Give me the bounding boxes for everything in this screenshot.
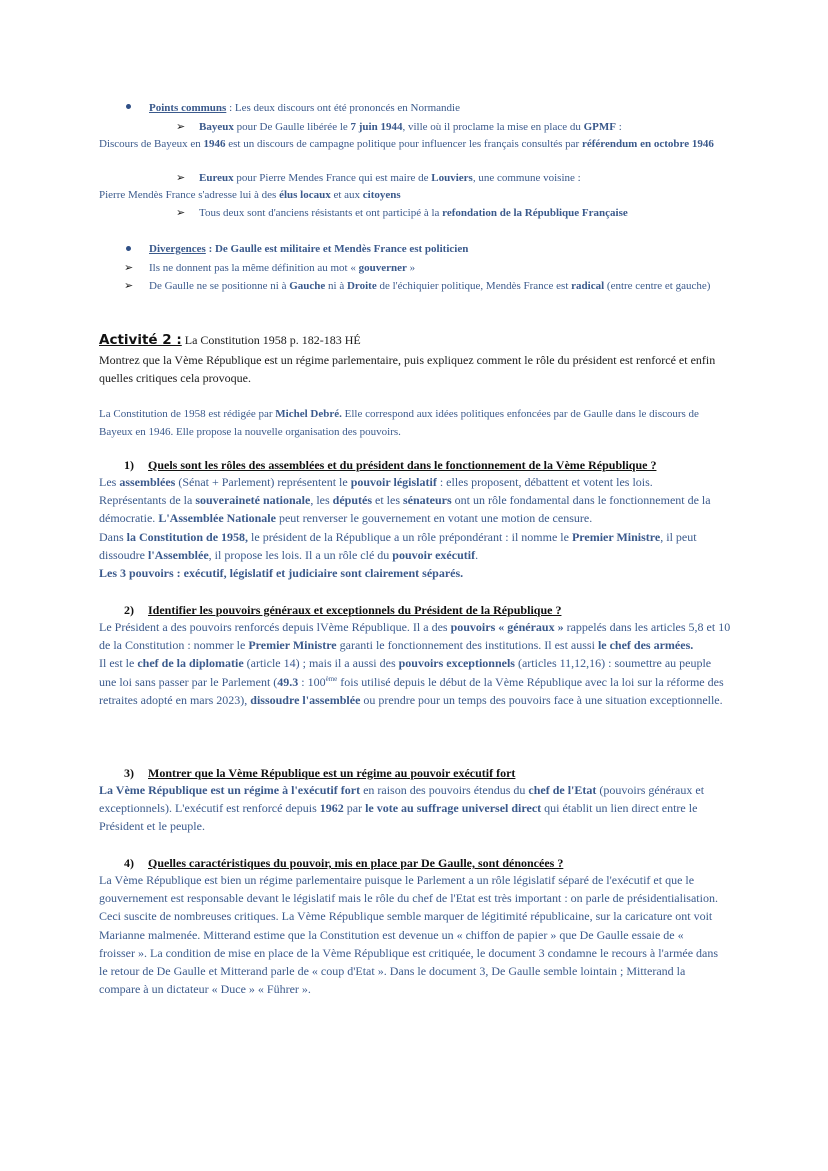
arrow-bullet-icon: ➢ bbox=[176, 172, 186, 184]
question-1-answer bbox=[99, 473, 731, 582]
divergence-item-position: De Gaulle ne se positionne ni à Gauche ni à Droite de l'échiquier politique, Mendès France est radical (entre centre et gauche) bbox=[149, 280, 711, 292]
arrow-bullet-icon: ➢ bbox=[124, 262, 134, 274]
arrow-bullet-icon: ➢ bbox=[176, 207, 186, 219]
question-3-answer: La Vème République est un régime à l'exécutif fort en raison des pouvoirs étendus du chef de l'Etat (pouvoirs généraux et exceptionnels). L'exécutif est renforcé depuis 1962 par le vote au suffrage universel direct qui établit un lien direct entre le Président et le peuple. bbox=[99, 783, 705, 834]
arrow-bullet-icon: ➢ bbox=[124, 280, 134, 292]
bayeux-line: Bayeux pour De Gaulle libérée le 7 juin 1944, ville où il proclame la mise en place du GPMF : bbox=[199, 121, 622, 133]
activity-title: La Constitution 1958 p. 182-183 HÉ bbox=[181, 333, 361, 347]
question-2-heading: 2) Identifier les pouvoirs généraux et exceptionnels du Président de la République ? bbox=[124, 603, 562, 617]
q1-paragraph-1: Les assemblées (Sénat + Parlement) représentent le pouvoir législatif : elles proposent, débattent et votent les lois. bbox=[99, 475, 653, 489]
q1-paragraph-3: Dans la Constitution de 1958, le président de la République a un rôle prépondérant : il nomme le Premier Ministre, il peut dissoudre l'Assemblée, il propose les lois. Il a un rôle clé du pouvoir exécutif. bbox=[99, 529, 697, 562]
question-4-answer: La Vème République est bien un régime parlementaire puisque le Parlement a un rôle législatif séparé de l'exécutif et que le gouvernement est responsable devant le législatif mais le rôle du chef de l'Etat est très important : on parle de présidentialisation. Ceci suscite de nombreuses critiques. La Vème République semble marquer de légitimité républicaine, sur la caricature ont voit Marianne malmenée. Mitterand estime que la Constitution est devenue un « chiffon de papier » que De Gaulle essaie de « froisser ». La condition de mise en place de la Vème République est critiquée, le document 3 condamne le recours à l'armée dans le retour de De Gaulle et Mitterand parle de « coup d'Etat ». Dans le document 3, De Gaulle semble lointain ; Mitterand la compare à un dictateur « Duce » « Führer ». bbox=[99, 873, 719, 997]
bullet-dot-icon bbox=[126, 104, 131, 109]
q1-paragraph-2: Représentants de la souveraineté nationale, les députés et les sénateurs ont un rôle fondamental dans le fonctionnement de la démocratie. L'Assemblée Nationale peut renverser le gouvernement en votant une motion de censure. bbox=[99, 493, 711, 526]
question-1-heading: 1) Quels sont les rôles des assemblées et du président dans le fonctionnement de la Vème République ? bbox=[124, 458, 657, 472]
common-points-line: Points communs : Les deux discours ont été prononcés en Normandie bbox=[149, 102, 460, 114]
q2-paragraph-1: Le Président a des pouvoirs renforcés depuis lVème République. Il a des pouvoirs « généraux » rappelés dans les articles 5,8 et 10 de la Constitution : nommer le Premier Ministre garanti le fonctionnement des institutions. Il est aussi le chef des armées. bbox=[99, 620, 731, 653]
eureux-line: Eureux pour Pierre Mendes France qui est maire de Louviers, une commune voisine : bbox=[199, 172, 581, 184]
activity-instructions: Montrez que la Vème République est un régime parlementaire, puis expliquez comment le rôle du président est renforcé et enfin quelles critiques cela provoque. bbox=[99, 353, 716, 386]
eureux-detail-line: Pierre Mendès France s'adresse lui à des élus locaux et aux citoyens bbox=[99, 189, 401, 201]
question-3-heading: 3) Montrer que la Vème République est un régime au pouvoir exécutif fort bbox=[124, 766, 516, 780]
activity-heading bbox=[99, 331, 361, 349]
activity-label: Activité 2 : bbox=[99, 332, 182, 348]
divergences-line: Divergences : De Gaulle est militaire et Mendès France est politicien bbox=[149, 243, 469, 255]
q1-paragraph-4: Les 3 pouvoirs : exécutif, législatif et judiciaire sont clairement séparés. bbox=[99, 566, 464, 581]
bullet-dot-icon bbox=[126, 246, 131, 251]
divergence-item-gouverner: Ils ne donnent pas la même définition au mot « gouverner » bbox=[149, 262, 416, 274]
q2-paragraph-2: Il est le chef de la diplomatie (article 14) ; mais il a aussi des pouvoirs exceptionnels (articles 11,12,16) : soumettre au peuple une loi sans passer par le Parlement (49.3 : 100ème fois utilisé depuis le début de la Vème République avec la loi sur la réforme des retraites adopté en mars 2023), dissoudre l'assemblée ou prendre pour un temps des pouvoirs face à une situation exceptionnelle. bbox=[99, 656, 724, 707]
divergences-label: Divergences bbox=[149, 243, 206, 255]
question-2-answer bbox=[99, 618, 731, 709]
common-points-label: Points communs bbox=[149, 102, 227, 114]
arrow-bullet-icon: ➢ bbox=[176, 121, 186, 133]
bayeux-detail-line: Discours de Bayeux en 1946 est un discours de campagne politique pour influencer les français consultés par référendum en octobre 1946 bbox=[99, 138, 714, 150]
resistance-line: Tous deux sont d'anciens résistants et ont participé à la refondation de la République Française bbox=[199, 207, 628, 219]
activity-intro: La Constitution de 1958 est rédigée par Michel Debré. Elle correspond aux idées politiques enfoncées par de Gaulle dans le discours de Bayeux en 1946. Elle propose la nouvelle organisation des pouvoirs. bbox=[99, 408, 699, 438]
question-4-heading: 4) Quelles caractéristiques du pouvoir, mis en place par De Gaulle, sont dénoncées ? bbox=[124, 856, 564, 870]
